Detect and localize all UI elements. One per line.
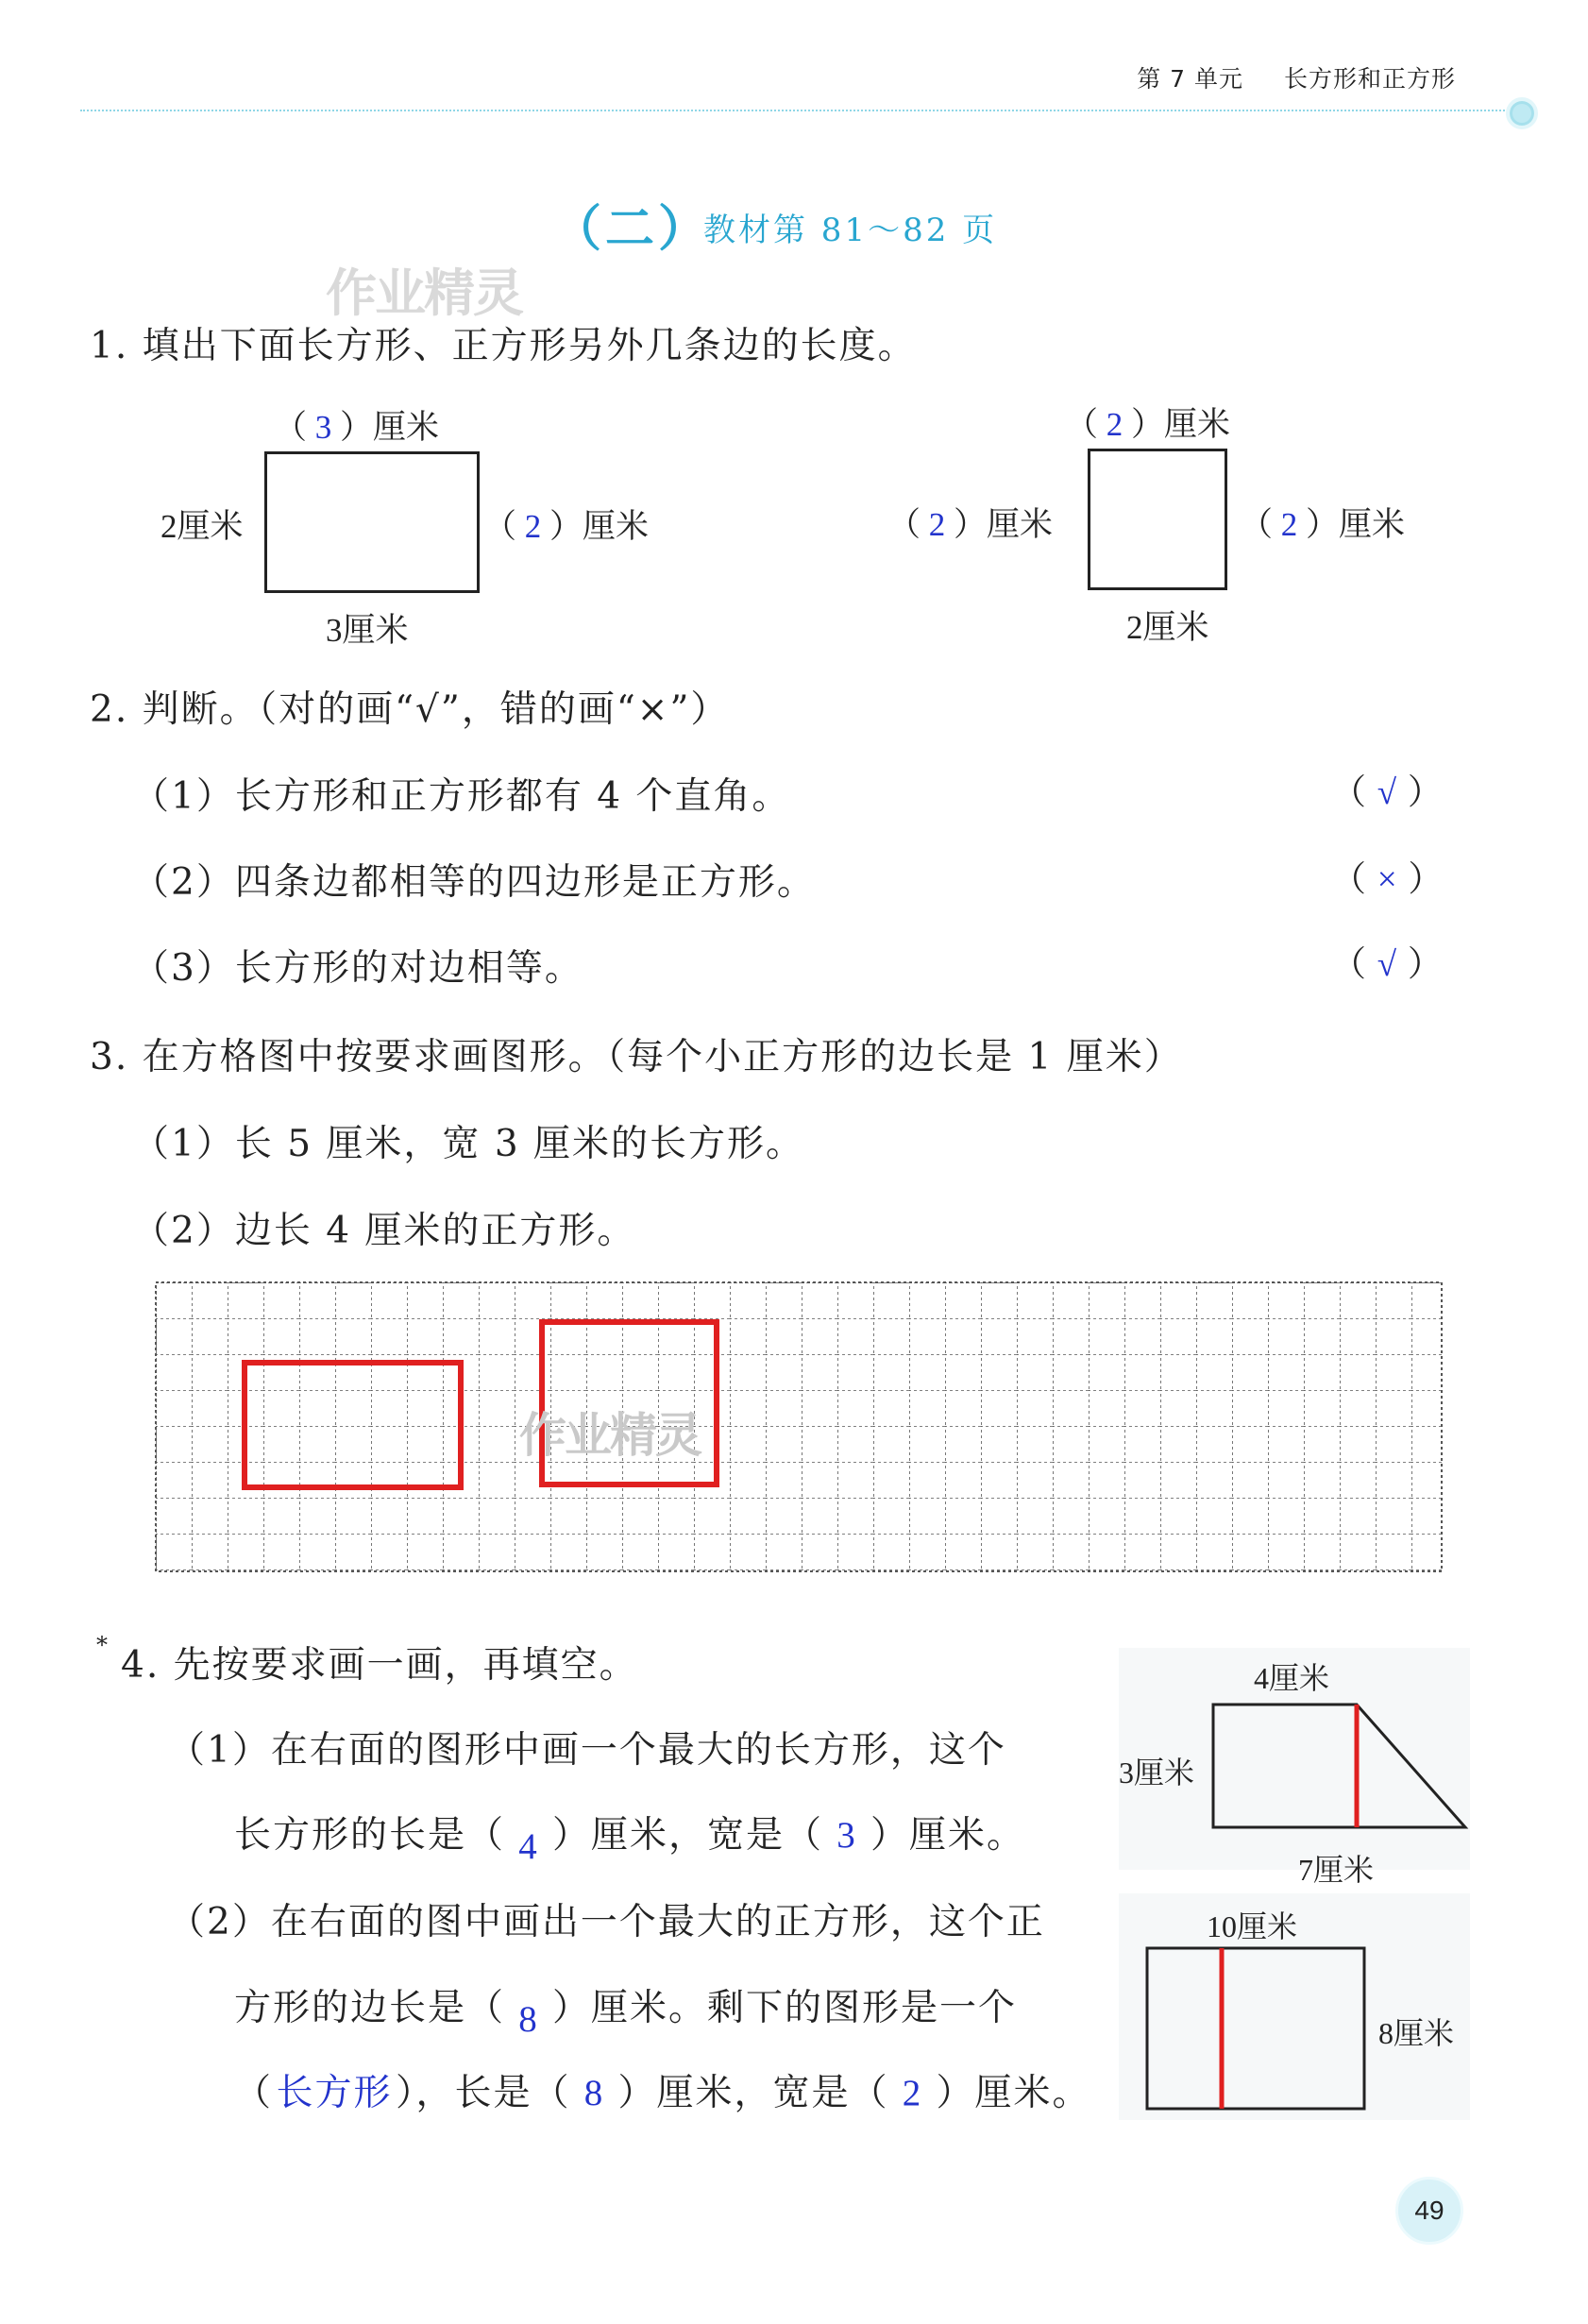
square-top-answer: 2 xyxy=(1106,406,1123,443)
fig2-top-label: 10厘米 xyxy=(1207,1909,1298,1943)
q4-p1-length-answer: 4 xyxy=(518,1826,539,1867)
text-segment: ）厘米。 xyxy=(936,2072,1091,2114)
fig1-bottom-label: 7厘米 xyxy=(1298,1853,1375,1887)
square-bottom-label: 2厘米 xyxy=(1126,609,1209,646)
q2-item-3-answer: （ √ ） xyxy=(1331,943,1443,984)
header-dot-icon xyxy=(1506,97,1538,129)
q2-item-2-answer: （ × ） xyxy=(1331,858,1444,899)
q2-item-2: （2）四条边都相等的四边形是正方形。 xyxy=(132,861,816,904)
square-left-answer: 2 xyxy=(928,506,946,543)
text-segment: ）厘米。剩下的图形是一个 xyxy=(552,1987,1018,2029)
q3-item-1: （1）长 5 厘米，宽 3 厘米的长方形。 xyxy=(132,1123,805,1165)
unit-text: 厘米 xyxy=(1339,506,1406,543)
text-segment: （ xyxy=(234,2072,274,2114)
header-divider xyxy=(80,110,1515,111)
text-segment: ），长是（ xyxy=(396,2072,571,2114)
text-segment: ）厘米。 xyxy=(870,1814,1026,1857)
q4-p1-line2 xyxy=(234,1806,1026,1867)
watermark-2: 作业精灵 xyxy=(519,1408,701,1463)
answer-mark: √ xyxy=(1377,945,1397,984)
q4-prompt: 4. 先按要求画一画，再填空。 xyxy=(121,1644,638,1687)
answer-mark: √ xyxy=(1377,773,1397,812)
text-segment: ）厘米，宽是（ xyxy=(552,1814,824,1857)
watermark: 作业精灵 xyxy=(326,263,522,323)
q2-item-1-answer: （ √ ） xyxy=(1331,772,1443,812)
page-header xyxy=(1105,60,1456,94)
rect-right-answer: 2 xyxy=(524,508,542,545)
q2-item-3: （3）长方形的对边相等。 xyxy=(132,947,583,990)
text-segment: 长方形的长是（ xyxy=(234,1814,506,1857)
q4-p2-line1: （2）在右面的图中画出一个最大的正方形，这个正 xyxy=(168,1901,1045,1943)
unit-text: 厘米 xyxy=(583,508,650,545)
q4-p1-width-answer: 3 xyxy=(836,1815,857,1856)
rectangle-figure xyxy=(1144,1945,1371,2113)
rect-top-answer: 3 xyxy=(314,409,332,446)
fig1-top-label: 4厘米 xyxy=(1254,1661,1330,1695)
section-pages: 教材第 81～82 页 xyxy=(703,212,998,249)
topic-label: 长方形和正方形 xyxy=(1283,65,1456,93)
unit-text: 厘米 xyxy=(987,506,1054,543)
q2-prompt: 2. 判断。（对的画“√”，错的画“×”） xyxy=(90,688,730,731)
square-top-label: （ 2 ）厘米 xyxy=(1065,406,1231,443)
text-segment: 方形的边长是（ xyxy=(234,1987,506,2029)
square-right-label: （ 2 ）厘米 xyxy=(1240,506,1406,543)
page-number: 49 xyxy=(1395,2177,1463,2245)
q4-star: * xyxy=(96,1632,108,1658)
rect-right-label: （ 2 ）厘米 xyxy=(483,508,650,545)
q4-p2-line2 xyxy=(234,1978,1018,2040)
rect-bottom-label: 3厘米 xyxy=(326,612,409,649)
text-segment: ）厘米，宽是（ xyxy=(617,2072,889,2114)
q4-p2-shape-answer: 长方形 xyxy=(276,2073,393,2113)
q2-item-1: （1）长方形和正方形都有 4 个直角。 xyxy=(132,775,791,818)
q4-p2-line3 xyxy=(234,2063,1091,2116)
q1-prompt: 1. 填出下面长方形、正方形另外几条边的长度。 xyxy=(90,325,917,367)
rectangle-shape xyxy=(264,451,480,593)
q4-p2-width-answer: 2 xyxy=(902,2073,923,2113)
unit-text: 厘米 xyxy=(373,409,440,446)
section-label: （二） xyxy=(552,200,712,258)
q3-prompt: 3. 在方格图中按要求画图形。（每个小正方形的边长是 1 厘米） xyxy=(90,1036,1183,1078)
rect-left-label: 2厘米 xyxy=(160,508,244,545)
trapezoid-figure xyxy=(1208,1700,1473,1832)
q4-p2-side-answer: 8 xyxy=(518,1999,539,2040)
answer-mark: × xyxy=(1377,860,1397,899)
fig1-left-label: 3厘米 xyxy=(1119,1756,1195,1790)
fig2-right-label: 8厘米 xyxy=(1378,2016,1455,2050)
q4-p1-line1: （1）在右面的图形中画一个最大的长方形，这个 xyxy=(168,1729,1006,1772)
unit-text: 厘米 xyxy=(1164,406,1231,443)
square-right-answer: 2 xyxy=(1280,506,1298,543)
grid-figure xyxy=(153,1280,1444,1574)
q3-item-2: （2）边长 4 厘米的正方形。 xyxy=(132,1210,636,1252)
square-shape xyxy=(1088,449,1227,590)
rect-top-label: （ 3 ）厘米 xyxy=(274,409,440,446)
square-left-label: （ 2 ）厘米 xyxy=(887,506,1054,543)
unit-label: 第 7 单元 xyxy=(1137,65,1244,93)
q4-p2-length-answer: 8 xyxy=(583,2073,605,2113)
